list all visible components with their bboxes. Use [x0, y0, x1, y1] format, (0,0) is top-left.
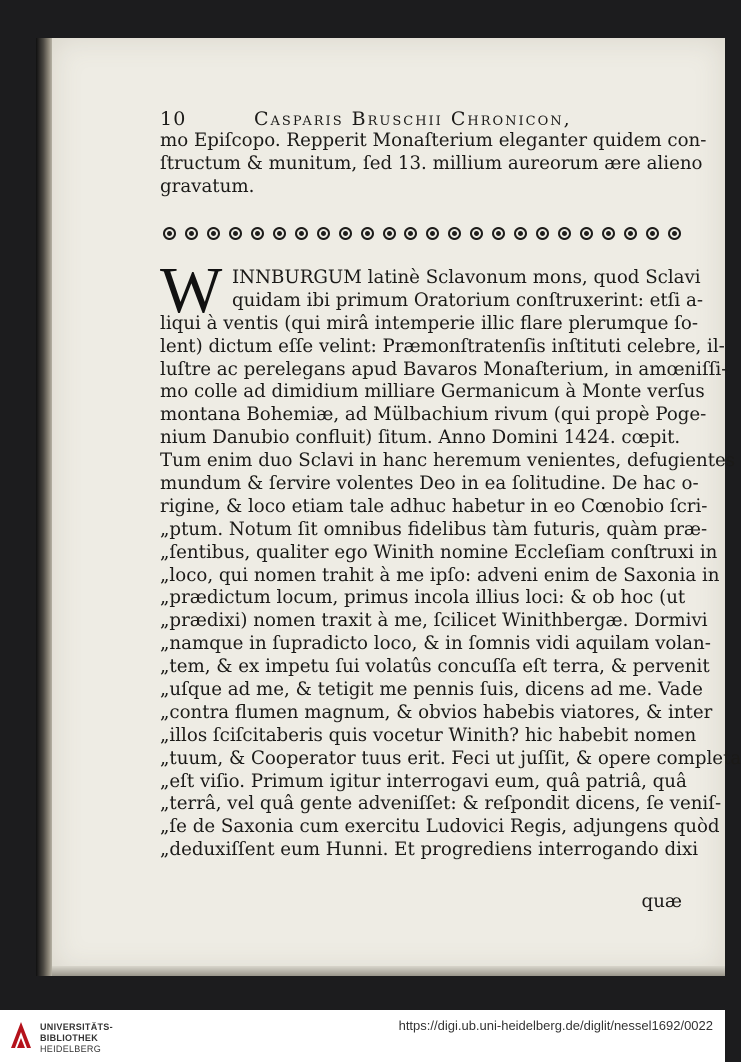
ornament-rosette-icon	[645, 226, 660, 241]
text-line: montana Bohemiæ, ad Mülbachium rivum (qui propè Poge-	[160, 404, 707, 426]
text-line: quidam ibi primum Oratorium conſtruxerint: etſi a-	[232, 289, 703, 311]
text-line: lent) dictum eſſe velint: Præmonſtratenſis inſtituti celebre, il-	[160, 335, 725, 357]
ornament-rosette-icon	[184, 226, 199, 241]
paragraph-1	[160, 130, 707, 199]
ornament-rosette-icon	[535, 226, 550, 241]
text-line: „illos ſciſcitaberis quis vocetur Winith? hic habebit nomen	[160, 724, 697, 746]
ornament-rosette-icon	[667, 226, 682, 241]
ornament-rosette-icon	[491, 226, 506, 241]
text-line: rigine, & loco etiam tale adhuc habetur in eo Cœnobio ſcri-	[160, 495, 708, 517]
ornament-rosette-icon	[382, 226, 397, 241]
drop-capital: W	[160, 254, 223, 327]
book-page	[52, 38, 741, 972]
permalink-url[interactable]: https://digi.ub.uni-heidelberg.de/diglit/nessel1692/0022	[398, 1018, 713, 1033]
ornament-rosette-icon	[316, 226, 331, 241]
ornament-rosette-icon	[447, 226, 462, 241]
text-line: „namque in ſupradicto loco, & in ſomnis vidi aquilam volan-	[160, 633, 711, 655]
text-line: luſtre ac perelegans apud Bavaros Monaſterium, in amœniſſi-	[160, 358, 728, 380]
text-line: mo Epiſcopo. Repperit Monaſterium eleganter quidem con-	[160, 130, 707, 151]
text-line: „ptum. Notum ſit omnibus fidelibus tàm futuris, quàm præ-	[160, 518, 708, 540]
text-line: INNBURGUM latinè Sclavonum mons, quod Sclavi	[232, 267, 701, 288]
ornament-rosette-icon	[294, 226, 309, 241]
text-line: liqui à ventis (qui mirâ intemperie illic flare plerumque ſo-	[160, 312, 698, 334]
ornament-rosette-icon	[469, 226, 484, 241]
text-line: nium Danubio confluit) ſitum. Anno Domini 1424. cœpit.	[160, 427, 681, 449]
ornament-divider	[162, 224, 682, 242]
library-name-line: UNIVERSITÄTS-	[40, 1022, 113, 1032]
ornament-rosette-icon	[162, 226, 177, 241]
text-line: „terrâ, vel quâ gente adveniſſet: & reſpondit dicens, ſe veniſ-	[160, 793, 722, 815]
ornament-rosette-icon	[272, 226, 287, 241]
text-line: „tem, & ex impetu ſui volatûs concuſſa eſt terra, & pervenit	[160, 656, 710, 678]
ornament-rosette-icon	[338, 226, 353, 241]
ornament-rosette-icon	[579, 226, 594, 241]
text-line: „deduxiſſent eum Hunni. Et progrediens interrogando dixi	[160, 839, 699, 861]
text-line: mundum & ſervire volentes Deo in ea ſolitudine. De hac o-	[160, 473, 699, 495]
text-line: gravatum.	[160, 175, 255, 197]
paragraph-2	[160, 267, 741, 862]
ornament-rosette-icon	[557, 226, 572, 241]
library-name-line: BIBLIOTHEK	[40, 1033, 98, 1043]
library-logo-icon	[8, 1018, 34, 1052]
text-line: „contra flumen magnum, & obvios habebis viatores, & inter	[160, 701, 713, 723]
page-edge	[52, 966, 725, 976]
ornament-rosette-icon	[513, 226, 528, 241]
text-line: Tum enim duo Sclavi in hanc heremum venientes, defugientes	[160, 450, 736, 472]
ornament-rosette-icon	[601, 226, 616, 241]
text-line: „eſt viſio. Primum igitur interrogavi eum, quâ patriâ, quâ	[160, 770, 687, 792]
library-name-line: HEIDELBERG	[40, 1044, 102, 1054]
page-number: 10	[160, 108, 187, 130]
text-line: „ſe de Saxonia cum exercitu Ludovici Regis, adjungens quòd	[160, 816, 720, 838]
text-line: „ſentibus, qualiter ego Winith nomine Eccleſiam conſtruxi in	[160, 541, 718, 563]
catchword: quæ	[641, 891, 682, 912]
text-line: „loco, qui nomen trahit à me ipſo: adveni enim de Saxonia in	[160, 564, 720, 586]
running-title: Casparis Bruschii Chronicon,	[254, 108, 572, 130]
ornament-rosette-icon	[228, 226, 243, 241]
text-line: „prædixi) nomen traxit à me, ſcilicet Winithbergæ. Dormivi	[160, 610, 708, 632]
text-line: „prædictum locum, primus incola illius loci: & ob hoc (ut	[160, 587, 686, 609]
ornament-rosette-icon	[403, 226, 418, 241]
text-line: ſtructum & munitum, ſed 13. millium aureorum ære alieno	[160, 152, 703, 174]
footer-bar	[0, 1010, 725, 1062]
text-line: mo colle ad dimidium milliare Germanicum à Monte verſus	[160, 381, 705, 403]
text-line: „tuum, & Cooperator tuus erit. Feci ut juſſit, & opere completa	[160, 747, 741, 769]
ornament-rosette-icon	[206, 226, 221, 241]
ornament-rosette-icon	[623, 226, 638, 241]
ornament-rosette-icon	[425, 226, 440, 241]
ornament-rosette-icon	[250, 226, 265, 241]
text-line: „uſque ad me, & tetigit me pennis ſuis, dicens ad me. Vade	[160, 679, 703, 701]
ornament-rosette-icon	[360, 226, 375, 241]
